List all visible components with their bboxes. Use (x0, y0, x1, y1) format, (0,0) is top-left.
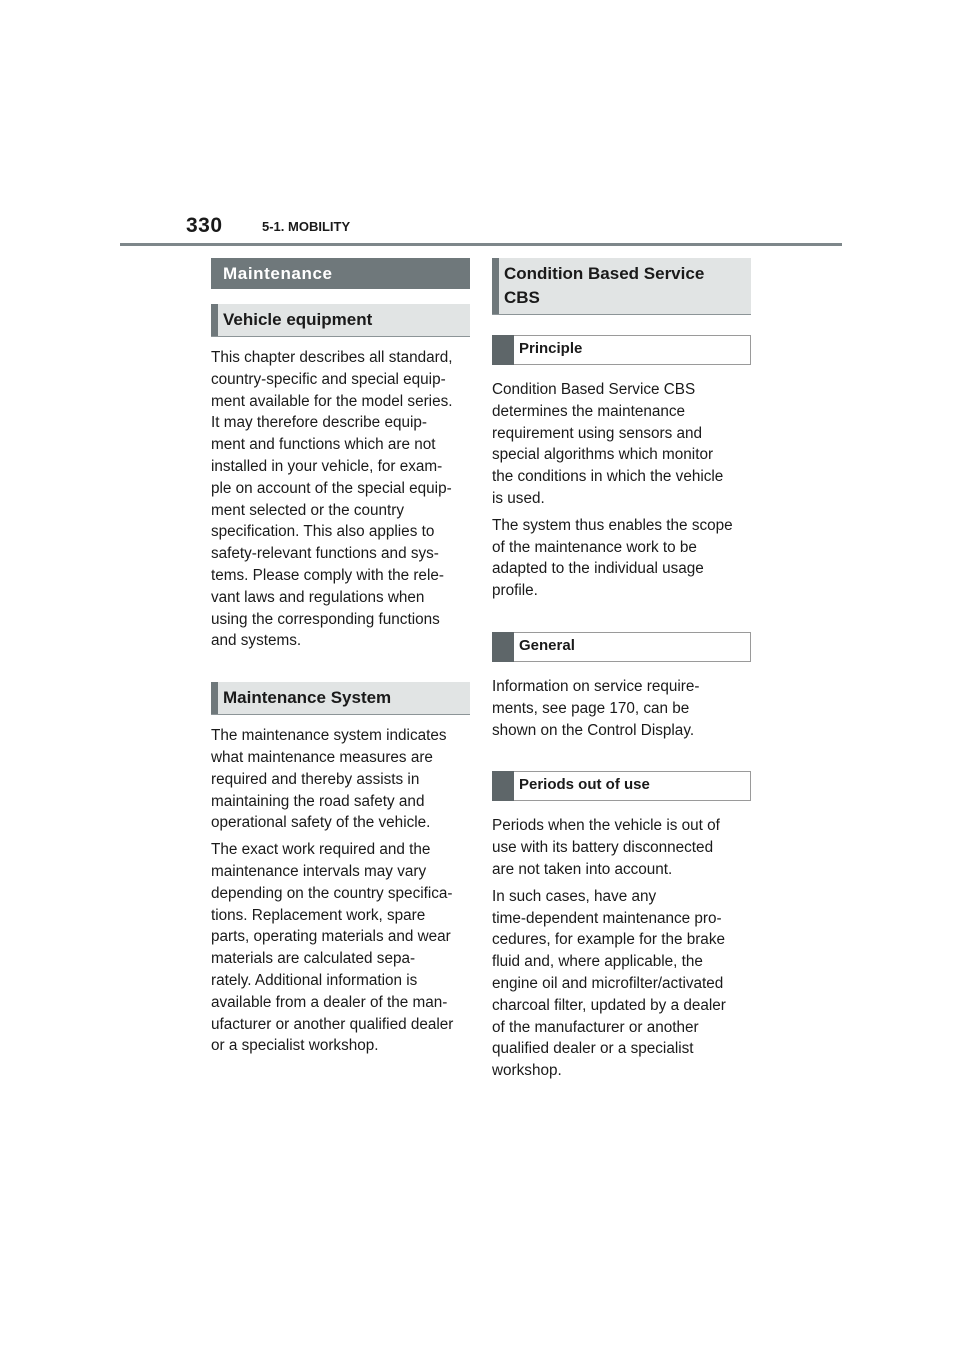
text-line: The exact work required and the (211, 841, 431, 859)
text-line: specification. This also applies to (211, 523, 435, 541)
text-line: of the manufacturer or another (492, 1018, 699, 1036)
page-number: 330 (186, 214, 223, 237)
text-line: maintaining the road safety and (211, 792, 425, 810)
heading-general: General (492, 632, 751, 662)
text-line: materials are calculated sepa- (211, 950, 416, 968)
text-line: In such cases, have any (492, 887, 657, 905)
text-line: country-specific and special equip- (211, 370, 446, 388)
heading-vehicle-equipment: Vehicle equipment (211, 304, 470, 337)
text-line: ment and functions which are not (211, 436, 436, 454)
heading-principle: Principle (492, 335, 751, 365)
text-line: Periods when the vehicle is out of (492, 817, 720, 835)
text-line: depending on the country specifica- (211, 884, 453, 902)
text-line: using the corresponding functions (211, 610, 440, 628)
periods-para-2 (492, 886, 751, 1082)
text-line: rately. Additional information is (211, 971, 418, 989)
text-line: The system thus enables the scope (492, 516, 733, 534)
text-line: ple on account of the special equip- (211, 479, 452, 497)
maintenance-system-para-1 (211, 725, 470, 834)
text-line: are not taken into account. (492, 860, 673, 878)
text-line: requirement using sensors and (492, 424, 703, 442)
text-line: what maintenance measures are (211, 748, 433, 766)
text-line: profile. (492, 582, 538, 600)
text-line: fluid and, where applicable, the (492, 953, 703, 971)
principle-para-1 (492, 379, 751, 510)
text-line: available from a dealer of the man- (211, 993, 448, 1011)
text-line: Information on service require- (492, 677, 700, 695)
text-line: This chapter describes all standard, (211, 349, 453, 366)
text-line: of the maintenance work to be (492, 538, 697, 556)
text-line: use with its battery disconnected (492, 839, 714, 857)
right-column (492, 258, 751, 1082)
general-para-1 (492, 676, 751, 741)
text-line: parts, operating materials and wear (211, 928, 451, 946)
text-line: adapted to the individual usage (492, 560, 704, 578)
vehicle-equipment-text (211, 347, 470, 652)
text-line: workshop. (492, 1062, 562, 1080)
text-line: ment available for the model series. (211, 392, 453, 410)
text-line: The maintenance system indicates (211, 727, 447, 745)
text-line: vant laws and regulations when (211, 588, 425, 606)
text-line: special algorithms which monitor (492, 446, 714, 464)
left-column (211, 258, 470, 1057)
cbs-title-line-2: CBS (504, 288, 540, 307)
page-header (0, 0, 960, 250)
section-title-maintenance: Maintenance (211, 258, 470, 289)
chapter-title: 5-1. MOBILITY (262, 219, 351, 234)
text-line: or a specialist workshop. (211, 1037, 379, 1055)
text-line: ufacturer or another qualified dealer (211, 1015, 454, 1033)
text-line: maintenance intervals may vary (211, 862, 427, 880)
periods-para-1 (492, 815, 751, 880)
text-line: time-dependent maintenance pro- (492, 909, 722, 927)
text-line: cedures, for example for the brake (492, 931, 725, 949)
text-line: is used. (492, 489, 545, 507)
text-line: It may therefore describe equip- (211, 414, 427, 432)
text-line: the conditions in which the vehicle (492, 468, 724, 486)
text-line: ment selected or the country (211, 501, 405, 519)
text-line: tions. Replacement work, spare (211, 906, 426, 924)
text-line: shown on the Control Display. (492, 721, 695, 739)
text-line: required and thereby assists in (211, 770, 420, 788)
header-divider (120, 243, 842, 246)
cbs-title-line-1: Condition Based Service (504, 264, 705, 283)
text-line: charcoal filter, updated by a dealer (492, 996, 726, 1014)
text-line: ments, see page 170, can be (492, 699, 690, 717)
text-line: qualified dealer or a specialist (492, 1040, 694, 1058)
heading-condition-based-service (492, 258, 751, 315)
text-line: Condition Based Service CBS (492, 381, 696, 398)
heading-periods-out-of-use: Periods out of use (492, 771, 751, 801)
text-line: safety-relevant functions and sys- (211, 545, 439, 563)
text-line: installed in your vehicle, for exam- (211, 457, 443, 475)
text-line: and systems. (211, 632, 302, 650)
text-line: tems. Please comply with the rele- (211, 566, 444, 584)
maintenance-system-para-2 (211, 839, 470, 1057)
principle-para-2 (492, 515, 751, 602)
heading-maintenance-system: Maintenance System (211, 682, 470, 715)
text-line: operational safety of the vehicle. (211, 814, 431, 832)
text-line: engine oil and microfilter/activated (492, 974, 724, 992)
text-line: determines the maintenance (492, 402, 686, 420)
